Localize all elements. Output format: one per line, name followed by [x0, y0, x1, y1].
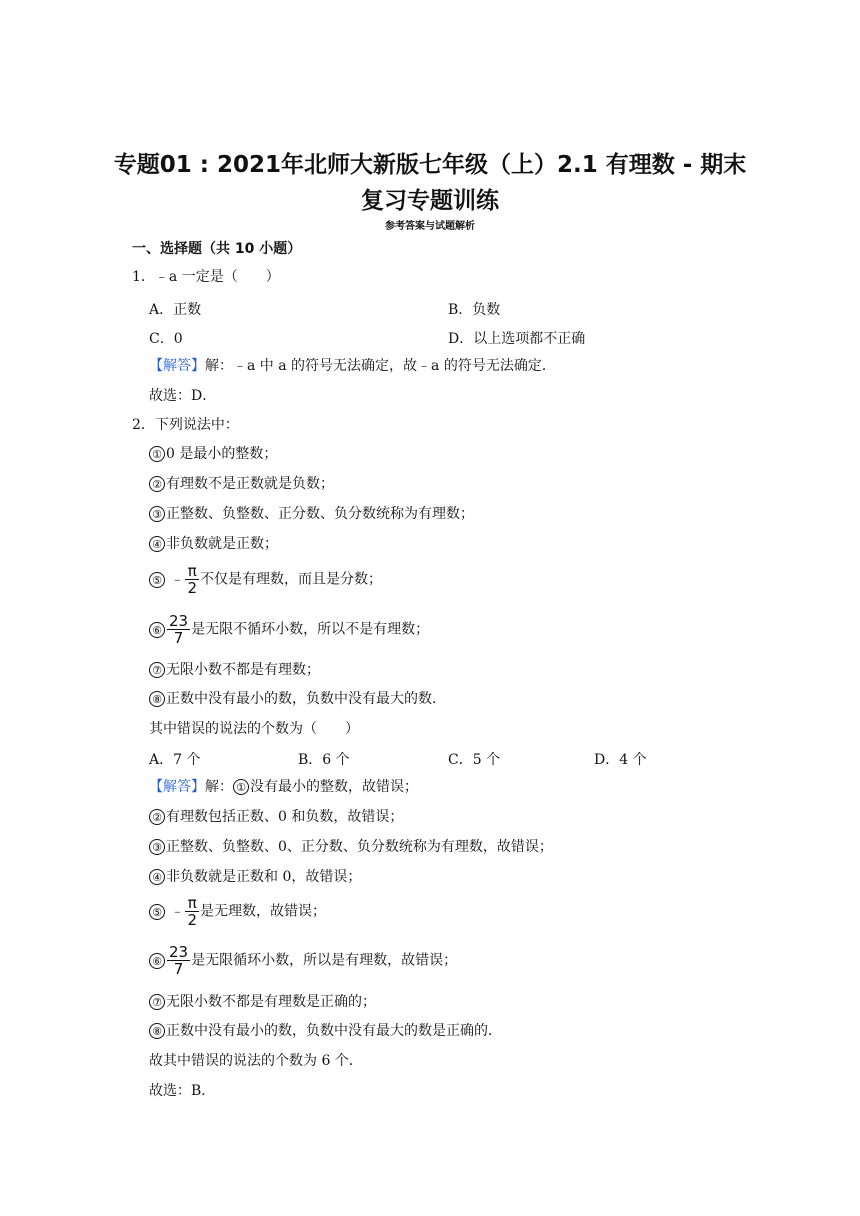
q1-option-d: D．以上选项都不正确	[448, 331, 586, 347]
answer-text: 非负数就是正数和 0，故错误；	[166, 869, 362, 885]
statement-text: 不仅是有理数，而且是分数；	[200, 571, 382, 588]
fraction-23-over-7	[167, 613, 190, 646]
q1-option-a: A．正数	[149, 302, 202, 318]
answer-text: 没有最小的整数，故错误；	[250, 779, 418, 795]
circled-number-7: ⑦	[149, 662, 165, 678]
circled-number-3: ③	[149, 506, 165, 522]
q1-answer	[149, 357, 556, 375]
minus-sign: ﹣	[170, 571, 185, 588]
q1-choice: 故选：D．	[149, 388, 217, 404]
q2-choice: 故选：B．	[149, 1083, 216, 1099]
minus-sign: ﹣	[170, 903, 185, 920]
fraction-denominator: 7	[173, 960, 184, 978]
q2-conclusion: 故其中错误的说法的个数为 6 个．	[149, 1053, 363, 1069]
answer-text: 是无限循环小数，所以是有理数，故错误；	[191, 952, 458, 969]
fraction-numerator: π	[185, 895, 199, 912]
circled-number-2: ②	[149, 809, 165, 825]
fraction-numerator: 23	[169, 612, 189, 630]
circled-number-8: ⑧	[149, 691, 165, 707]
q1-answer-tag: 【解答】	[149, 358, 205, 374]
q2-statement-3	[149, 505, 474, 523]
answer-text: 有理数包括正数、0 和负数，故错误；	[166, 809, 404, 825]
q1-answer-text: 解：﹣a 中 a 的符号无法确定，故﹣a 的符号无法确定．	[205, 358, 556, 374]
page-subtitle: 参考答案与试题解析	[385, 221, 475, 232]
q2-answer-2	[149, 808, 403, 826]
circled-number-1: ①	[233, 779, 249, 795]
circled-number-6: ⑥	[149, 622, 165, 638]
fraction-numerator: π	[185, 563, 199, 580]
statement-text: 无限小数不都是有理数；	[166, 662, 320, 678]
q2-option-d: D．4 个	[594, 752, 647, 768]
fraction-pi-over-2	[185, 895, 199, 928]
q2-statement-4	[149, 535, 278, 553]
q2-stem	[132, 416, 239, 434]
circled-number-6: ⑥	[149, 953, 165, 969]
fraction-numerator: 23	[169, 943, 189, 961]
q2-answer-6	[149, 944, 457, 977]
q2-stem-text: 下列说法中：	[154, 417, 239, 433]
fraction-pi-over-2	[185, 563, 199, 596]
q2-answer-8	[149, 1022, 502, 1040]
circled-number-4: ④	[149, 869, 165, 885]
section-heading: 一、选择题（共 10 小题）	[132, 241, 302, 257]
answer-text: 正整数、负整数、0、正分数、负分数统称为有理数，故错误；	[166, 839, 553, 855]
page-title-line-2: 复习专题训练	[361, 188, 499, 214]
circled-number-5: ⑤	[149, 904, 165, 920]
q2-statement-5	[149, 563, 382, 596]
statement-text: 是无限不循环小数，所以不是有理数；	[191, 621, 430, 638]
answer-text: 正数中没有最小的数，负数中没有最大的数是正确的．	[166, 1023, 502, 1039]
fraction-23-over-7	[167, 944, 190, 977]
fraction-denominator: 2	[187, 911, 197, 929]
circled-number-5: ⑤	[149, 572, 165, 588]
q2-option-a: A．7 个	[149, 752, 201, 768]
statement-text: 正整数、负整数、正分数、负分数统称为有理数；	[166, 506, 474, 522]
q2-answer-5	[149, 895, 326, 928]
q2-answer-prefix: 解：	[205, 779, 233, 795]
q2-statement-8	[149, 690, 446, 708]
q2-option-c: C．5 个	[448, 752, 501, 768]
q2-number: 2．	[132, 417, 155, 433]
q2-answer-1	[149, 778, 418, 796]
q1-stem	[132, 268, 280, 286]
circled-number-8: ⑧	[149, 1023, 165, 1039]
statement-text: 正数中没有最小的数，负数中没有最大的数．	[166, 691, 446, 707]
q2-statement-2	[149, 475, 334, 493]
answer-text: 无限小数不都是有理数是正确的；	[166, 994, 376, 1010]
q2-answer-tag: 【解答】	[149, 779, 205, 795]
circled-number-1: ①	[149, 446, 165, 462]
q2-statement-6	[149, 613, 429, 646]
q1-stem-text: ﹣a 一定是（ ）	[154, 269, 280, 285]
fraction-denominator: 7	[173, 629, 184, 647]
circled-number-3: ③	[149, 839, 165, 855]
statement-text: 有理数不是正数就是负数；	[166, 476, 334, 492]
circled-number-4: ④	[149, 536, 165, 552]
q2-statement-7	[149, 661, 320, 679]
fraction-denominator: 2	[187, 579, 197, 597]
q2-answer-4	[149, 868, 361, 886]
q1-option-b: B．负数	[448, 302, 501, 318]
statement-text: 非负数就是正数；	[166, 536, 278, 552]
circled-number-7: ⑦	[149, 994, 165, 1010]
q1-option-c: C．0	[149, 331, 183, 347]
q2-question: 其中错误的说法的个数为（ ）	[149, 721, 359, 737]
q2-answer-7	[149, 993, 376, 1011]
q2-statement-1	[149, 445, 277, 463]
answer-text: 是无理数，故错误；	[200, 903, 326, 920]
circled-number-2: ②	[149, 476, 165, 492]
page-title-line-1: 专题01 : 2021年北师大新版七年级（上）2.1 有理数 - 期末	[113, 152, 747, 178]
q1-number: 1．	[132, 269, 155, 285]
q2-answer-3	[149, 838, 553, 856]
statement-text: 0 是最小的整数；	[166, 446, 278, 462]
q2-option-b: B．6 个	[298, 752, 350, 768]
